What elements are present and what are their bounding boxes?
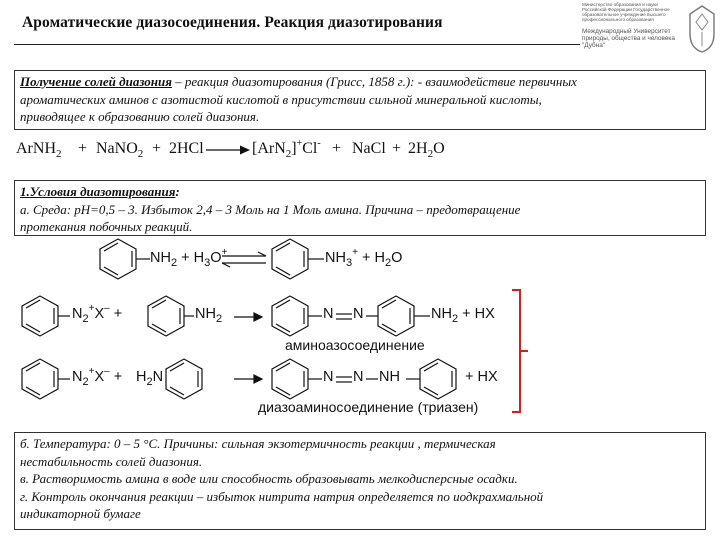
plus-sign: + <box>113 306 123 322</box>
chloride: Cl <box>302 140 318 157</box>
benzene-ring-icon <box>166 359 202 399</box>
product-diazonium: [ArN <box>252 140 286 157</box>
plus-sign: + <box>392 140 402 157</box>
conditions-heading: 1.Условия диазотирования <box>20 184 176 199</box>
nh: NH <box>325 250 346 266</box>
condition-a-line: а. Среда: рН=0,5 – 3. Избыток 2,4 – 3 Моль на 1 Моль амина. Причина – предотвращение <box>20 201 521 217</box>
reagent-nano2: NaNO <box>96 140 138 157</box>
equilibrium-arrows-icon <box>222 252 266 267</box>
azo-product-label <box>431 306 495 325</box>
plus-sign: + <box>181 250 190 266</box>
x: X <box>94 369 105 385</box>
amine-label <box>150 247 228 269</box>
h2n-label <box>136 369 164 388</box>
note-b-2: нестабильность солей диазония. <box>20 453 203 469</box>
oxygen: O <box>433 140 445 157</box>
intro-line-1: – реакция диазотирования (Грисс, 1858 г.): - взаимодействие первичных <box>171 74 577 89</box>
o: O <box>391 250 403 266</box>
benzene-ring-icon <box>272 239 324 279</box>
triazene-n2-label: N <box>353 369 364 385</box>
subscript: 2 <box>56 148 62 160</box>
plus-sign: + <box>332 140 342 157</box>
n: N <box>72 369 83 385</box>
intro-heading: Получение солей диазония <box>20 74 172 89</box>
reaction-arrow-icon <box>234 313 262 321</box>
intro-line-2: ароматических аминов с азотистой кислотой в присутствии сильной минеральной кислоты, <box>20 91 542 107</box>
x: X <box>94 306 105 322</box>
logo-ministry-text: Министерство образования и науки Российской Федерации Государственное образовательное учреждение высшего профессионального образования <box>582 2 670 23</box>
reaction-arrow-icon <box>234 375 262 383</box>
nh: NH <box>150 250 171 266</box>
benzene-ring-icon <box>22 296 70 336</box>
note-b: б. Температура: 0 – 5 °С. Причины: сильная экзотермичность реакции , термическая <box>20 436 496 451</box>
notes-box <box>14 432 706 530</box>
ammonium-label <box>325 247 403 269</box>
subscript: 2 <box>384 257 392 269</box>
subscript: 2 <box>285 148 292 160</box>
subscript: 2 <box>170 257 178 269</box>
diazonium-label <box>72 303 123 325</box>
triazene-caption: диазоаминосоединение (триазен) <box>258 399 479 415</box>
aminoazo-caption: аминоазосоединение <box>285 337 425 353</box>
note-g-2: индикаторной бумаге <box>20 506 141 521</box>
superscript: – <box>104 303 110 314</box>
superscript: + <box>352 247 358 258</box>
subscript: 2 <box>82 313 89 325</box>
page-title: Ароматические диазосоединения. Реакция диазотирования <box>22 14 443 31</box>
diazonium-label <box>72 366 123 388</box>
condition-a-line-2: протекания побочных реакций. <box>20 219 193 234</box>
reagent-arnh2: ArNH <box>16 140 56 157</box>
benzene-ring-icon <box>378 296 430 336</box>
subscript: 2 <box>146 376 153 388</box>
subscript: 3 <box>204 257 211 269</box>
plus-sign: + <box>78 140 88 157</box>
hx: HX <box>477 369 498 385</box>
plus-sign: + <box>152 140 162 157</box>
reagent-hcl: 2HCl <box>169 140 204 157</box>
benzene-ring-icon <box>22 359 70 399</box>
superscript: + <box>88 303 95 314</box>
subscript: 3 <box>345 257 353 269</box>
competing-reactions-bracket-icon <box>512 290 528 412</box>
logo-university-text: Международный Университет природы, общества и человека "Дубна" <box>582 28 675 50</box>
h: H <box>374 250 385 266</box>
triazene-n1-label: N <box>323 369 334 385</box>
n: N <box>72 306 83 322</box>
subscript: 2 <box>427 148 434 160</box>
hx: HX <box>474 306 495 322</box>
intro-line-3: приводящее к образованию солей диазония. <box>20 109 260 124</box>
note-v: в. Растворимость амина в воде или способность образовывать мелкодисперсные осадки. <box>20 471 518 486</box>
subscript: 2 <box>215 313 223 325</box>
superscript: – <box>104 366 110 377</box>
azo-n1-label: N <box>323 306 334 322</box>
h: H <box>193 250 205 266</box>
nh: NH <box>431 306 452 322</box>
nh2-label <box>195 306 223 325</box>
superscript: - <box>317 138 321 149</box>
product-water: 2H <box>408 140 428 157</box>
triazene-nh-label: NH <box>379 369 400 385</box>
superscript: + <box>296 138 303 149</box>
triazene-product-label <box>465 369 498 385</box>
nh: NH <box>195 306 216 322</box>
superscript: + <box>88 366 95 377</box>
colon: : <box>175 184 180 199</box>
benzene-ring-icon <box>420 359 456 399</box>
subscript: 2 <box>82 376 89 388</box>
plus-sign: + <box>462 306 471 322</box>
superscript: + <box>221 247 228 258</box>
subscript: 2 <box>451 313 459 325</box>
subscript: 2 <box>137 148 144 160</box>
plus-sign: + <box>361 250 371 266</box>
product-nacl: NaCl <box>352 140 386 157</box>
o: O <box>210 250 222 266</box>
benzene-ring-icon <box>148 296 194 336</box>
note-g: г. Контроль окончания реакции – избыток нитрита натрия определяется по иодкрахмальной <box>20 488 544 504</box>
benzene-ring-icon <box>100 239 150 279</box>
plus-sign: + <box>465 369 474 385</box>
plus-sign: + <box>113 369 123 385</box>
n: N <box>152 369 164 385</box>
azo-n2-label: N <box>353 306 364 322</box>
h: H <box>136 369 147 385</box>
bracket-close: ] <box>291 140 297 157</box>
